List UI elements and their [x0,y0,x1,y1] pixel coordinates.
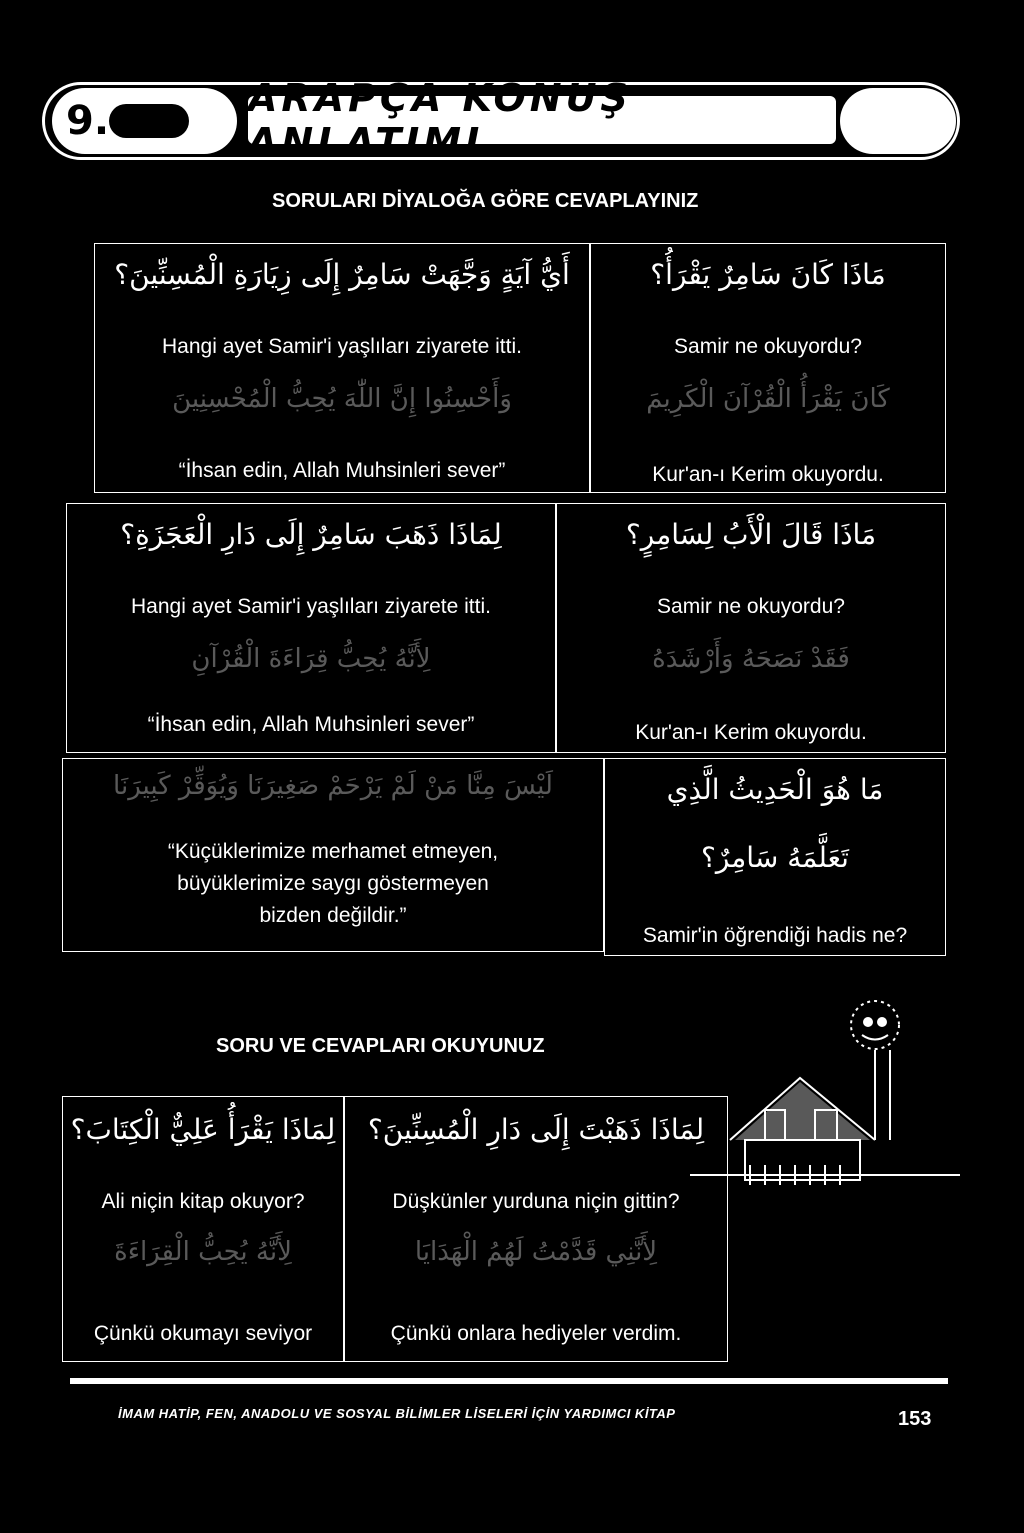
question-turkish: Ali niçin kitap okuyor? [101,1190,305,1213]
dialog-box-1 [94,243,590,493]
question-turkish: Hangi ayet Samir'i yaşlıları ziyarete itti. [131,595,491,618]
answer-turkish: Çünkü onlara hediyeler verdim. [390,1322,682,1345]
header-title-strip [248,76,836,164]
question-arabic: أَيُّ آيَةٍ وَجَّهَتْ سَامِرٌ إِلَى زِيَارَةِ الْمُسِنِّينَ؟ [114,258,570,291]
unit-number: 9. [66,98,110,144]
footer-rule [70,1378,948,1384]
question-turkish: Düşkünler yurduna niçin gittin? [392,1190,680,1213]
question-arabic: لِمَاذَا يَقْرَأُ عَلِيٌّ الْكِتَابَ؟ [70,1113,336,1146]
dialog-box-6 [604,758,946,956]
answer-arabic: لِأَنَّهُ يُحِبُّ قِرَاءَةَ الْقُرْآنِ [191,644,431,674]
hadith-turkish-line-3: bizden değildir.” [259,904,407,927]
question-turkish: Samir ne okuyordu? [657,595,845,618]
question-arabic-line-1: مَا هُوَ الْحَدِيثُ الَّذِي [666,773,884,806]
answer-arabic: لِأَنَّنِي قَدَّمْتُ لَهُمُ الْهَدَايَا [414,1237,658,1267]
answer-arabic: وَأَحْسِنُوا إِنَّ اللّٰهَ يُحِبُّ الْمُحْسِنِينَ [172,384,512,414]
dialog-box-4 [556,503,946,753]
question-arabic: لِمَاذَا ذَهَبْتَ إِلَى دَارِ الْمُسِنِّينَ؟ [367,1113,705,1146]
question-arabic: مَاذَا كَانَ سَامِرٌ يَقْرَأُ؟ [650,258,886,291]
house-illustration-icon [690,990,960,1190]
answer-arabic: كَانَ يَقْرَأُ الْقُرْآنَ الْكَرِيمَ [646,384,890,414]
reading-box-2 [344,1096,728,1362]
question-turkish: Samir ne okuyordu? [674,335,862,358]
answer-turkish: Kur'an-ı Kerim okuyordu. [635,721,867,744]
question-arabic: مَاذَا قَالَ الْأَبُ لِسَامِرٍ؟ [625,518,877,551]
answer-turkish: “İhsan edin, Allah Muhsinleri sever” [147,713,475,736]
answer-turkish: Kur'an-ı Kerim okuyordu. [652,463,884,486]
answer-arabic: فَقَدْ نَصَحَهُ وَأَرْشَدَهُ [652,644,850,674]
dialog-box-5 [62,758,604,952]
hadith-turkish-line-2: büyüklerimize saygı göstermeyen [177,872,489,895]
section2-heading: SORU VE CEVAPLARI OKUYUNUZ [216,1035,545,1057]
answer-arabic: لِأَنَّهُ يُحِبُّ الْقِرَاءَةَ [114,1237,292,1267]
page-number: 153 [898,1408,932,1430]
banner-cap [840,88,956,154]
question-turkish: Samir'in öğrendiği hadis ne? [642,924,908,947]
dialog-box-2 [590,243,946,493]
page-title: ARAPÇA KONUŞ ANLATIMI [248,76,632,164]
dialog-box-3 [66,503,556,753]
footer-text: İMAM HATİP, FEN, ANADOLU VE SOSYAL BİLİMLER LİSELERİ İÇİN YARDIMCI KİTAP [118,1406,676,1421]
question-arabic-line-2: تَعَلَّمَهُ سَامِرٌ؟ [701,841,849,874]
unit-badge [52,88,237,154]
answer-turkish: “İhsan edin, Allah Muhsinleri sever” [178,459,506,482]
unit-badge-icon [109,104,189,138]
hadith-turkish-line-1: “Küçüklerimize merhamet etmeyen, [167,840,499,863]
question-arabic: لِمَاذَا ذَهَبَ سَامِرٌ إِلَى دَارِ الْعَجَزَةِ؟ [120,518,502,551]
section1-heading: SORULARI DİYALOĞA GÖRE CEVAPLAYINIZ [272,190,699,212]
reading-box-1 [62,1096,344,1362]
hadith-arabic: لَيْسَ مِنَّا مَنْ لَمْ يَرْحَمْ صَغِيرَنَا وَيُوَقِّرْ كَبِيرَنَا [113,771,553,801]
question-turkish: Hangi ayet Samir'i yaşlıları ziyarete itti. [162,335,522,358]
answer-turkish: Çünkü okumayı seviyor [93,1322,313,1345]
